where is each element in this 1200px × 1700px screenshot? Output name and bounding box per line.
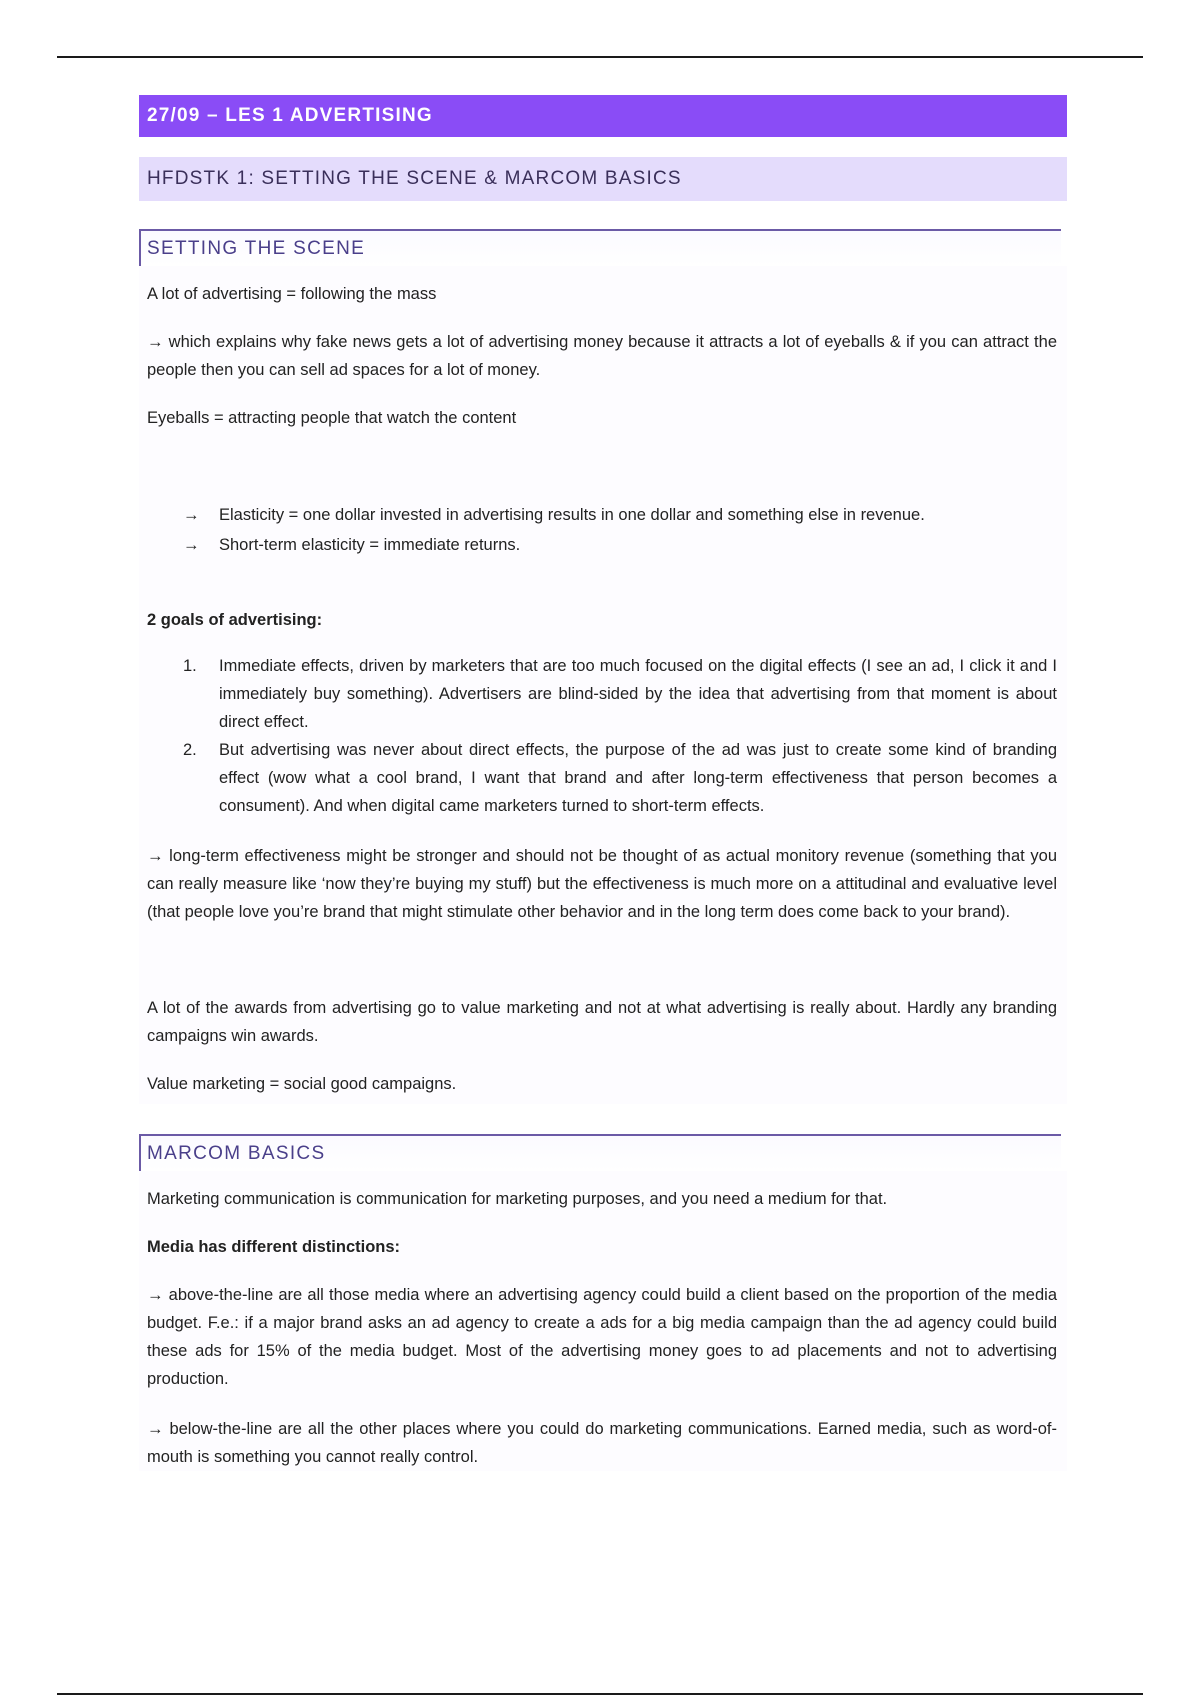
heading-2: HFDSTK 1: SETTING THE SCENE & MARCOM BASICS bbox=[139, 157, 1067, 201]
paragraph: → above-the-line are all those media where an advertising agency could build a client based on the proportion of the media budget. F.e.: if a major brand asks an ad agency to create a ads for a big media campaign than the ad agency could build these ads for 15% of the media budget. Most of the advertising money goes to ad placements and not to advertising production. bbox=[147, 1286, 1057, 1388]
top-rule bbox=[57, 56, 1143, 58]
list-item: 2. But advertising was never about direct effects, the purpose of the ad was just to create some kind of branding effect (wow what a cool brand, I want that brand and after long-term effectiveness that person becomes a consument). And when digital came marketers turned to short-term effects. bbox=[147, 736, 1057, 820]
document-body bbox=[139, 95, 1067, 1471]
paragraph: Marketing communication is communication for marketing purposes, and you need a medium for that. bbox=[147, 1190, 888, 1208]
paragraph: Value marketing = social good campaigns. bbox=[147, 1075, 457, 1093]
list-number: 1. bbox=[183, 657, 197, 675]
bottom-rule bbox=[57, 1693, 1143, 1695]
arrow-list bbox=[147, 500, 1057, 560]
section-heading-setting-the-scene: SETTING THE SCENE bbox=[139, 229, 1061, 266]
list-item: 1. Immediate effects, driven by marketers that are too much focused on the digital effects (I see an ad, I click it and I immediately buy something). Advertisers are blind-sided by the idea that advertising from that moment is about direct effect. bbox=[147, 652, 1057, 736]
paragraph: → below-the-line are all the other places where you could do marketing communications. Earned media, such as word-of-mouth is something you cannot really control. bbox=[147, 1420, 1057, 1466]
section-setting-the-scene bbox=[139, 266, 1067, 1104]
goals-title: 2 goals of advertising: bbox=[147, 611, 323, 629]
list-item: → Short-term elasticity = immediate returns. bbox=[147, 530, 1057, 560]
paragraph: → long-term effectiveness might be stronger and should not be thought of as actual monitory revenue (something that you can really measure like ‘now they’re buying my stuff) but the effectiveness is much more on a attitudinal and evaluative level (that people love you’re brand that might stimulate other behavior and in the long term does come back to your brand). bbox=[147, 847, 1057, 921]
paragraph: Media has different distinctions: bbox=[147, 1238, 401, 1256]
arrow-icon: → bbox=[183, 506, 200, 524]
section-marcom-basics bbox=[139, 1171, 1067, 1471]
numbered-list bbox=[147, 652, 1057, 820]
arrow-icon: → bbox=[183, 536, 200, 554]
paragraph: Eyeballs = attracting people that watch the content bbox=[147, 409, 517, 427]
heading-1: 27/09 – LES 1 ADVERTISING bbox=[139, 95, 1067, 137]
list-number: 2. bbox=[183, 741, 197, 759]
list-item: → Elasticity = one dollar invested in advertising results in one dollar and something else in revenue. bbox=[147, 500, 1057, 530]
section-heading-marcom-basics: MARCOM BASICS bbox=[139, 1134, 1061, 1171]
paragraph: A lot of the awards from advertising go to value marketing and not at what advertising is really about. Hardly any branding campaigns win awards. bbox=[147, 999, 1057, 1045]
paragraph: A lot of advertising = following the mass bbox=[147, 285, 437, 303]
paragraph: → which explains why fake news gets a lot of advertising money because it attracts a lot of eyeballs & if you can attract the people then you can sell ad spaces for a lot of money. bbox=[147, 333, 1057, 379]
